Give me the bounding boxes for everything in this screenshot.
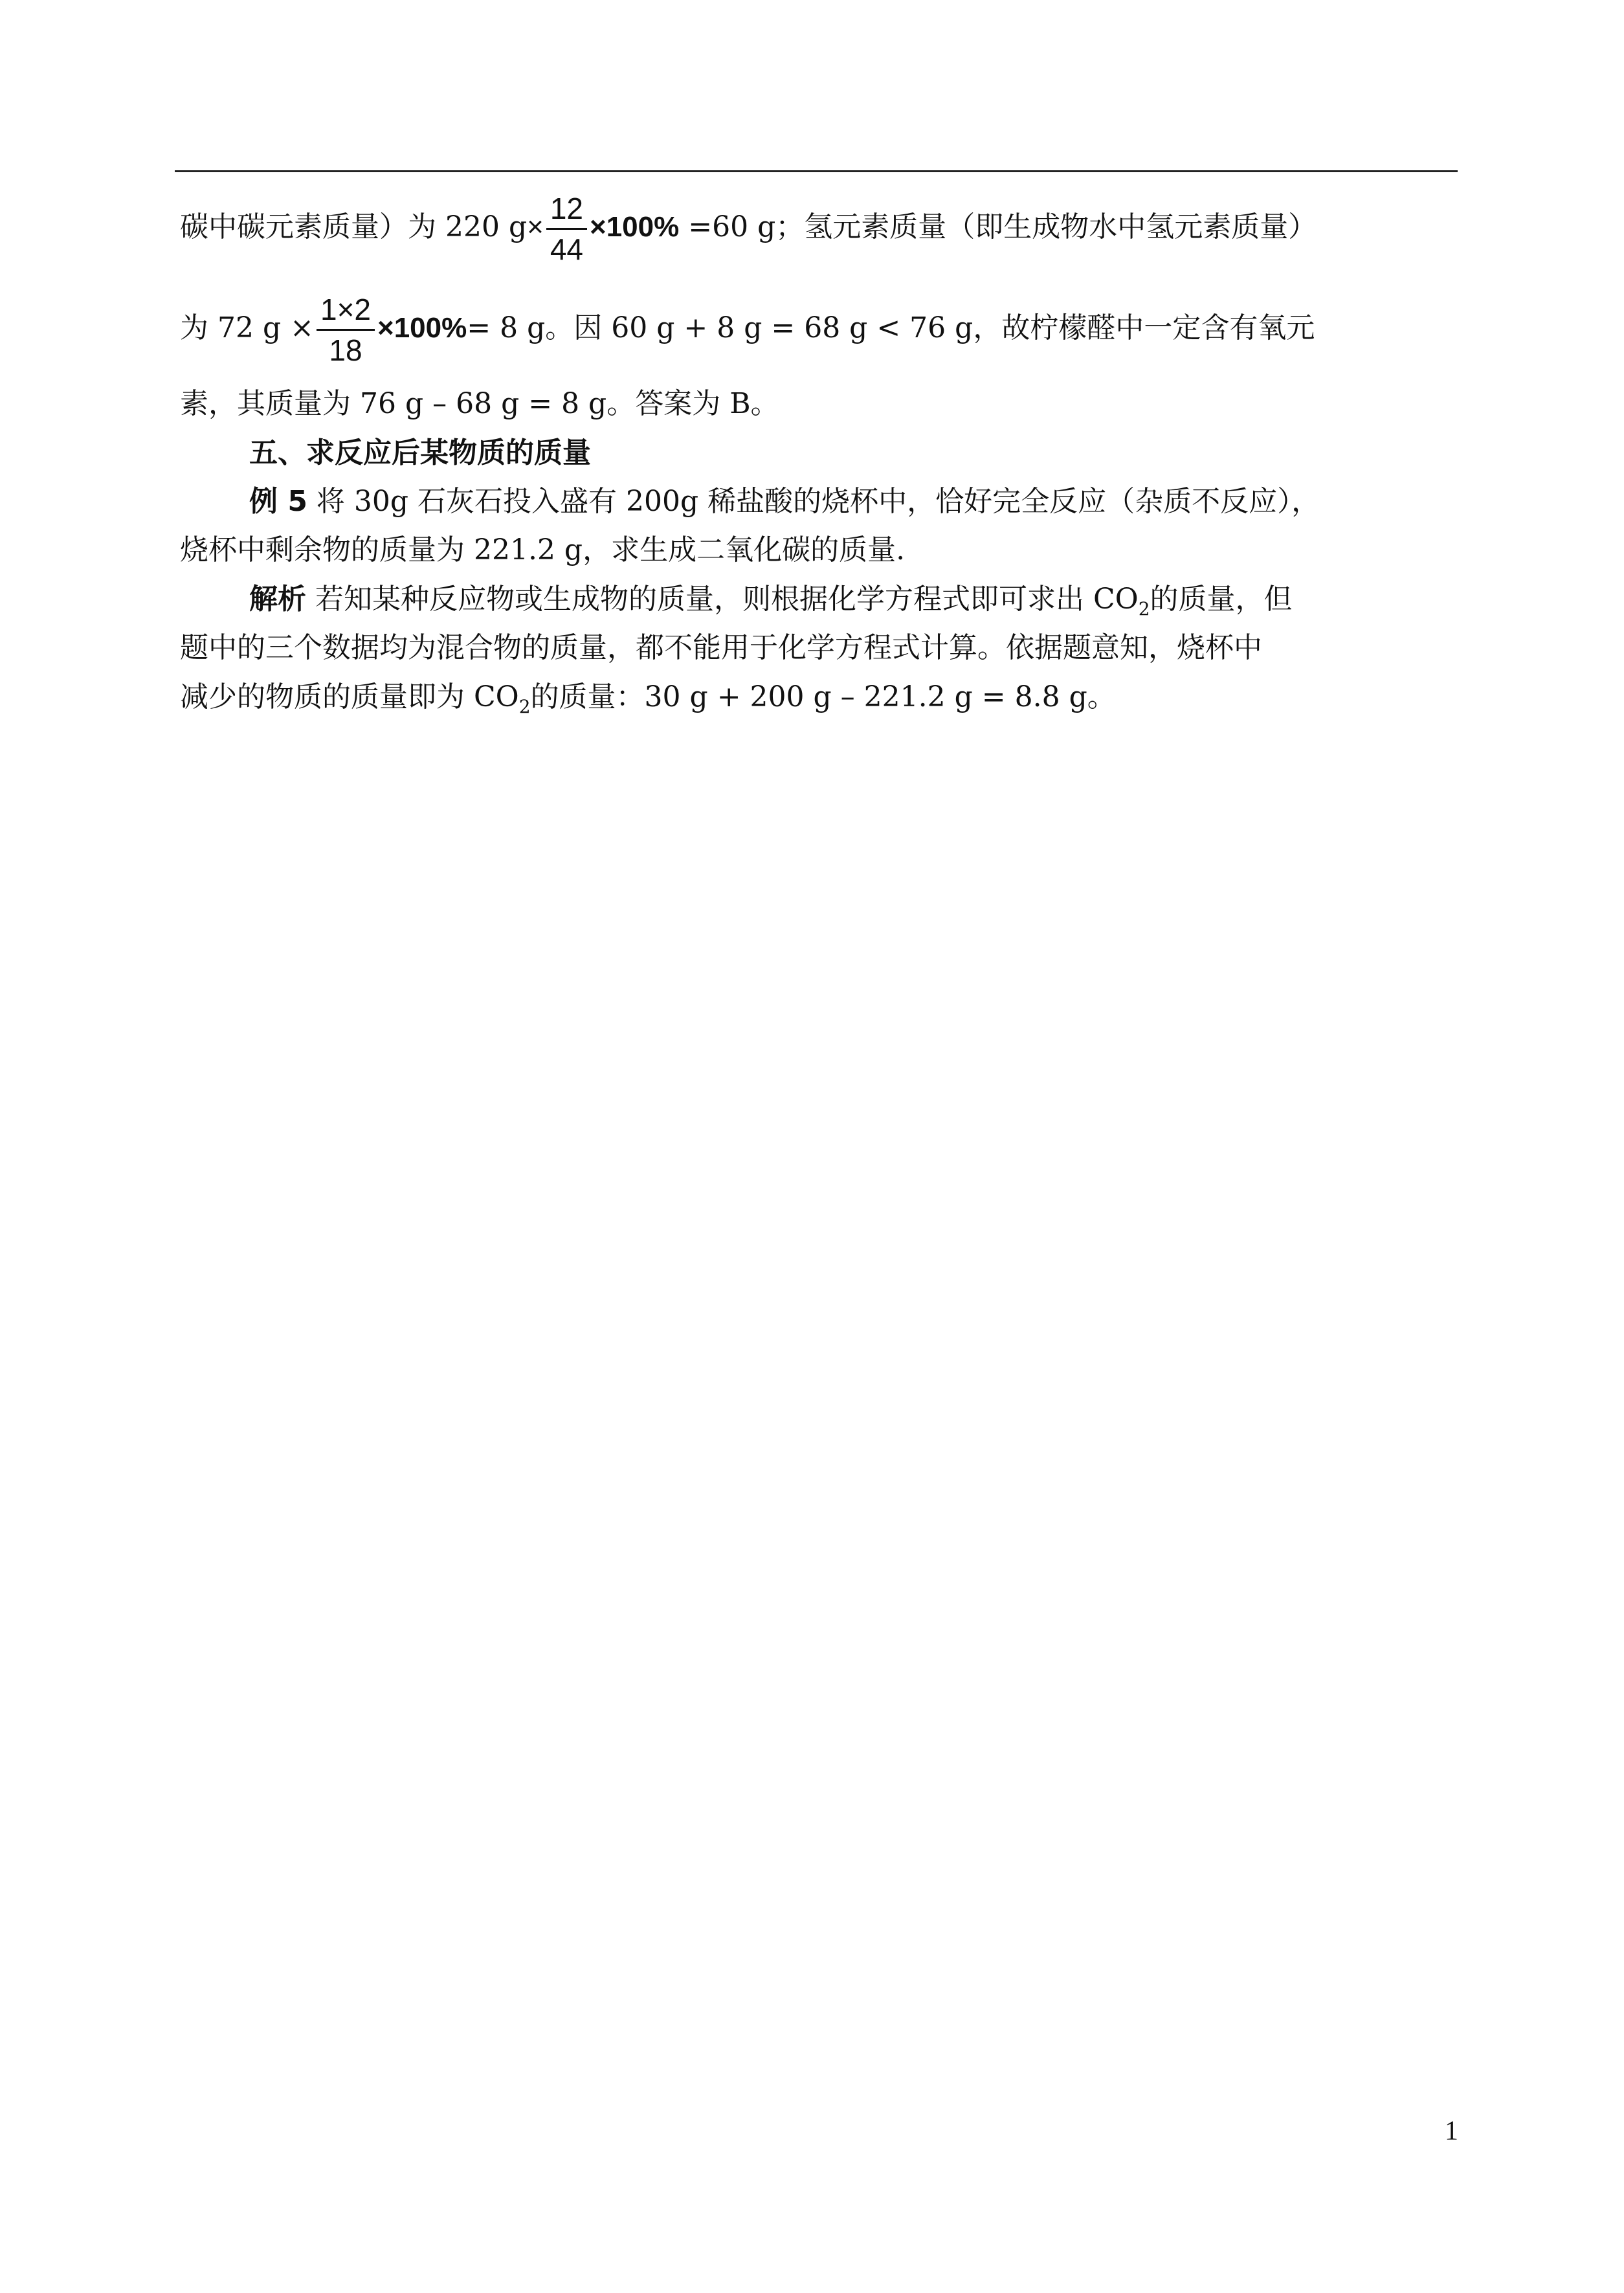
fraction-numerator: 1×2	[320, 293, 372, 326]
example-text: 将 30g 石灰石投入盛有 200g 稀盐酸的烧杯中，恰好完全反应（杂质不反应），	[307, 485, 1320, 518]
analysis-line-1	[249, 580, 1544, 629]
analysis-line-2: 题中的三个数据均为混合物的质量，都不能用于化学方程式计算。依据题意知，烧杯中	[180, 631, 1262, 664]
fraction-denominator: 18	[317, 329, 375, 370]
body-line-3: 素，其质量为 76 g – 68 g = 8 g。答案为 B。	[180, 387, 779, 420]
subscript-2: 2	[1138, 598, 1150, 620]
example-5-line-2: 烧杯中剩余物的质量为 221.2 g，求生成二氧化碳的质量.	[180, 533, 906, 566]
page-number: 1	[1445, 2116, 1458, 2146]
fraction-12-44	[546, 189, 587, 269]
fraction-denominator: 44	[546, 228, 587, 269]
analysis-label: 解析	[249, 583, 306, 616]
line1-lead: 碳中碳元素质量）为 220 g	[180, 210, 528, 243]
body-line-2	[180, 290, 1474, 370]
section-heading: 五、求反应后某物质的质量	[249, 436, 591, 469]
line2-lead: 为 72 g ×	[180, 311, 314, 344]
example-5-line-1	[249, 482, 1544, 521]
subscript-2: 2	[518, 695, 531, 717]
example-label: 例 5	[249, 485, 307, 518]
analysis-line-3	[180, 678, 1474, 726]
times-100-percent: ×100%	[377, 312, 467, 344]
times-100-percent: ×100%	[590, 211, 680, 243]
body-line-1	[180, 189, 1474, 269]
fraction-numerator: 12	[550, 192, 583, 225]
header-rule	[175, 170, 1458, 172]
analysis-line3-a: 减少的物质的质量即为 CO	[180, 680, 519, 713]
analysis-text-b: 的质量，但	[1150, 583, 1293, 616]
analysis-line3-b: 的质量：30 g + 200 g – 221.2 g = 8.8 g。	[530, 680, 1116, 713]
line2-tail: = 8 g。因 60 g + 8 g = 68 g < 76 g，故柠檬醛中一定含有氧元	[467, 311, 1315, 344]
times-sign: ×	[527, 211, 544, 243]
line1-tail: =60 g；氢元素质量（即生成物水中氢元素质量）	[679, 210, 1317, 243]
analysis-text-a: 若知某种反应物或生成物的质量，则根据化学方程式即可求出 CO	[306, 583, 1139, 616]
fraction-1x2-18	[317, 290, 375, 370]
